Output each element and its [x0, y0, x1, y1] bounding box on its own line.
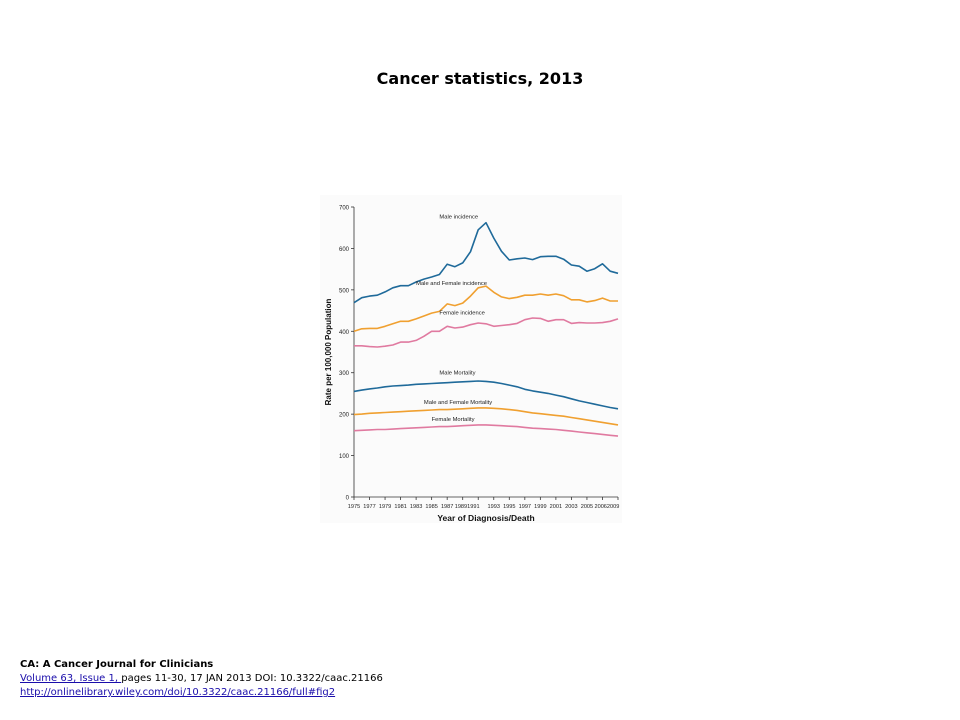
series-line: [354, 318, 618, 347]
x-tick-label: 2001: [549, 504, 563, 510]
series-label: Male and Female Mortality: [423, 400, 493, 407]
y-tick-label: 0: [345, 495, 349, 502]
y-tick-label: 200: [338, 412, 349, 419]
series-line: [354, 408, 618, 425]
y-tick-label: 700: [338, 205, 349, 212]
x-tick-label: 20062009: [594, 504, 620, 510]
y-axis-title: Rate per 100,000 Population: [324, 298, 333, 406]
citation: [20, 658, 383, 700]
series-label: Male Mortality: [439, 370, 476, 377]
x-tick-label: 2005: [580, 504, 594, 510]
y-tick-label: 100: [338, 454, 349, 461]
x-tick-label: 1981: [394, 504, 407, 510]
line-chart: [320, 195, 622, 523]
x-axis-title: Year of Diagnosis/Death: [437, 513, 535, 523]
x-tick-label: 1993: [487, 504, 500, 510]
series-label: Female incidence: [439, 310, 485, 317]
series-label: Female Mortality: [431, 417, 475, 424]
x-tick-label: 1985: [425, 504, 438, 510]
x-tick-label: 2003: [565, 504, 578, 510]
y-tick-label: 400: [338, 329, 349, 336]
citation-details: pages 11-30, 17 JAN 2013 DOI: 10.3322/caac.21166: [121, 673, 383, 684]
y-tick-label: 500: [338, 288, 349, 295]
journal-name: CA: A Cancer Journal for Clinicians: [20, 659, 214, 670]
volume-link[interactable]: Volume 63, Issue 1,: [20, 673, 122, 684]
x-tick-label: 1987: [440, 504, 454, 510]
slide-title: Cancer statistics, 2013: [376, 69, 584, 88]
citation-details-line: [20, 672, 383, 686]
x-tick-label: 1983: [409, 504, 423, 510]
series-line: [354, 223, 618, 303]
y-tick-label: 300: [338, 371, 349, 378]
x-tick-label: 19891991: [454, 504, 480, 510]
chart-figure: [320, 195, 622, 523]
article-url-link[interactable]: http://onlinelibrary.wiley.com/doi/10.3322/caac.21166/full#fig2: [20, 687, 336, 698]
x-tick-label: 1979: [378, 504, 392, 510]
x-tick-label: 1975: [347, 504, 361, 510]
x-tick-label: 1977: [363, 504, 376, 510]
series-label: Male and Female incidence: [416, 280, 488, 287]
x-tick-label: 1995: [503, 504, 516, 510]
x-tick-label: 1997: [518, 504, 532, 510]
series-line: [354, 425, 618, 436]
y-tick-label: 600: [338, 246, 349, 253]
series-label: Male incidence: [439, 214, 479, 221]
x-tick-label: 1999: [534, 504, 547, 510]
